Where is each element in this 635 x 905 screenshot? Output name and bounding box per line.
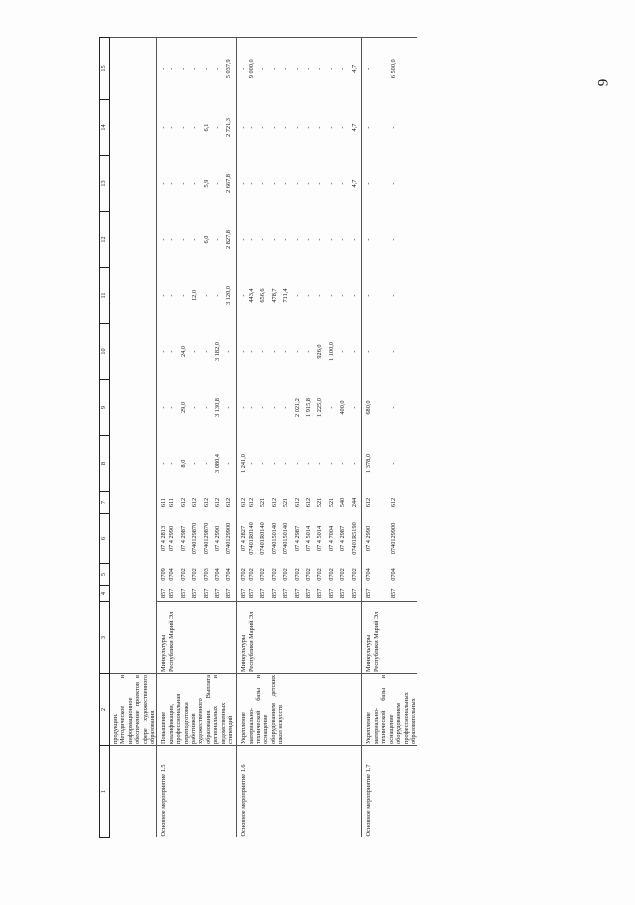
value-cell-col-4: 857 — [327, 588, 335, 598]
value-cell-col-9: - — [160, 406, 168, 409]
value-cell-col-15: - — [191, 38, 202, 100]
value-cell-col-13: - — [240, 182, 248, 185]
value-cell-col-4: 857 — [168, 588, 176, 598]
value-cell-col-11: - — [305, 294, 313, 297]
header-cell-3: 3 — [100, 602, 110, 674]
value-cell-col-6: 0740129870 — [202, 522, 210, 555]
value-cell-col-5: 0702 — [327, 568, 335, 581]
value-cell-col-13: - — [168, 182, 176, 185]
value-cell-col-13: - — [270, 182, 278, 185]
value-cell-col-8: 1 241,0 — [240, 454, 248, 473]
value-cell-col-10: 926,0 — [316, 344, 324, 359]
value-cell-col-4: 857 — [191, 588, 199, 598]
value-cell-col-15: - — [214, 38, 225, 100]
value-cell-col-6: 0740150140 — [270, 522, 278, 555]
header-cell-7: 7 — [100, 492, 110, 514]
value-cell-col-5: 0704 — [365, 568, 373, 581]
value-cell-col-13: - — [305, 182, 313, 185]
value-cell-col-4: 857 — [389, 588, 397, 598]
value-cell-col-15: - — [282, 38, 293, 100]
value-cell-col-14: 6,1 — [202, 123, 210, 132]
value-cell-col-13: - — [339, 182, 347, 185]
value-cell-col-10: - — [259, 350, 267, 353]
value-cell-col-12: - — [168, 238, 176, 241]
value-cell-col-7: 540 — [339, 497, 347, 508]
value-cell-col-5: 0702 — [259, 568, 267, 581]
value-cell-col-6: 07 4 2990 — [365, 525, 373, 552]
value-cell-col-9: 29,0 — [179, 401, 187, 414]
table-body — [110, 38, 418, 838]
value-cell-col-10: - — [202, 350, 210, 353]
value-cell-col-7: 612 — [389, 497, 397, 508]
value-cell-col-9: 1 225,0 — [316, 398, 324, 417]
value-cell-col-10: - — [191, 350, 199, 353]
header-cell-11: 11 — [100, 268, 110, 324]
value-cell-col-14: - — [179, 126, 187, 129]
value-cell-col-14: - — [160, 126, 168, 129]
header-cell-5: 5 — [100, 564, 110, 586]
value-cell-col-14: - — [191, 126, 199, 129]
value-cell-col-15: - — [271, 38, 282, 100]
value-cell-col-11: 711,4 — [282, 288, 290, 303]
value-cell-col-7: 612 — [248, 497, 256, 508]
value-cell-col-11: - — [339, 294, 347, 297]
value-cell-col-5: 0704 — [213, 568, 221, 581]
value-cell-col-6: 07 4 2813 — [160, 525, 168, 552]
continued-rest — [110, 38, 157, 674]
value-cell-col-10: - — [293, 350, 301, 353]
value-cell-col-10: - — [282, 350, 290, 353]
value-cell-col-9: - — [240, 406, 248, 409]
value-cell-col-5: 0702 — [293, 568, 301, 581]
measure-label: Основное мероприятие 1.7 — [362, 746, 417, 838]
value-cell-col-11: - — [168, 294, 176, 297]
value-cell-col-11: 656,6 — [259, 288, 267, 303]
value-cell-col-7: 521 — [316, 497, 324, 508]
value-cell-col-6: 07401R5190 — [350, 522, 358, 555]
value-cell-col-8: - — [191, 462, 199, 465]
value-cell-col-10: - — [270, 350, 278, 353]
value-cell-col-4: 857 — [240, 588, 248, 598]
value-cell-col-5: 0703 — [202, 568, 210, 581]
value-cell-col-12: - — [240, 238, 248, 241]
value-cell-col-6: 0740150140 — [282, 522, 290, 555]
value-cell-col-12: - — [259, 238, 267, 241]
value-cell-col-15: - — [305, 38, 316, 100]
value-cell-col-8: - — [316, 462, 324, 465]
measure-label: Основное мероприятие 1.5 — [157, 746, 237, 838]
responsible-org: Минкультуры Республики Марий Эл — [237, 602, 362, 674]
value-cell-col-13: - — [389, 182, 397, 185]
value-cell-col-14: - — [270, 126, 278, 129]
value-cell-col-13: - — [160, 182, 168, 185]
value-cell-col-15: 5 037,9 — [225, 38, 236, 100]
value-cell-col-9: 2 021,2 — [293, 398, 301, 417]
value-cell-col-10: 24,0 — [179, 345, 187, 358]
value-cell-col-12: 6,0 — [202, 235, 210, 244]
value-cell-col-15: - — [339, 38, 350, 100]
value-cell-col-10: - — [365, 350, 373, 353]
value-cell-col-12: - — [339, 238, 347, 241]
value-cell-col-11: - — [350, 294, 358, 297]
value-cell-col-4: 857 — [293, 588, 301, 598]
header-cell-8: 8 — [100, 436, 110, 492]
value-cell-col-14: - — [282, 126, 290, 129]
value-cell-col-14: - — [259, 126, 267, 129]
value-cell-col-5: 0704 — [168, 568, 176, 581]
value-cell-col-5: 0702 — [270, 568, 278, 581]
value-cell-col-9: 1 915,8 — [305, 398, 313, 417]
value-cell-col-5: 0702 — [316, 568, 324, 581]
value-cell-col-8: - — [248, 462, 256, 465]
value-cell-col-9: 3 130,8 — [213, 398, 221, 417]
value-cell-col-13: 5,9 — [202, 179, 210, 188]
value-cell-col-5: 0702 — [305, 568, 313, 581]
value-cell-col-11: 443,4 — [248, 288, 256, 303]
continued-text: продукции. Методическое и информационное обеспечение проектов в сфере художественного образования — [110, 674, 157, 746]
value-cell-col-13: - — [191, 182, 199, 185]
value-cell-col-11: - — [365, 294, 373, 297]
budget-table — [99, 37, 417, 838]
value-cell-col-7: 612 — [305, 497, 313, 508]
value-cell-col-10: 3 182,0 — [213, 342, 221, 361]
value-cell-col-13: - — [365, 182, 373, 185]
value-cell-col-11: - — [202, 294, 210, 297]
value-cell-col-4: 857 — [202, 588, 210, 598]
value-cell-col-8: - — [168, 462, 176, 465]
value-cell-col-5: 0702 — [240, 568, 248, 581]
value-cell-col-9: - — [389, 406, 397, 409]
value-cell-col-8: - — [293, 462, 301, 465]
value-cell-col-9: - — [259, 406, 267, 409]
value-cell-col-13: - — [213, 182, 221, 185]
value-cell-col-14: - — [305, 126, 313, 129]
value-cell-col-4: 857 — [316, 588, 324, 598]
value-cell-col-11: - — [316, 294, 324, 297]
value-cell-col-14: 4,7 — [350, 123, 358, 132]
value-cell-col-12: - — [327, 238, 335, 241]
value-cell-col-9: 680,0 — [365, 400, 373, 415]
value-cell-col-10: 1 100,0 — [327, 342, 335, 361]
value-cell-col-6: 07 4 5014 — [305, 525, 313, 552]
value-cell-col-7: 612 — [293, 497, 301, 508]
value-cell-col-10: - — [305, 350, 313, 353]
value-cell-col-6: 07 4 2990 — [213, 525, 221, 552]
value-cell-col-10: - — [389, 350, 397, 353]
value-cell-col-5: 0702 — [248, 568, 256, 581]
value-cell-col-6: 07 4 2990 — [168, 525, 176, 552]
value-cell-col-6: 07 4 2987 — [293, 525, 301, 552]
value-cell-col-15: - — [168, 38, 179, 100]
value-cell-col-14: - — [327, 126, 335, 129]
value-cell-col-11: 12,0 — [191, 289, 199, 302]
value-cell-col-7: 612 — [365, 497, 373, 508]
value-cell-col-9: - — [191, 406, 199, 409]
table-row — [362, 38, 390, 838]
value-cell-col-5: 0702 — [339, 568, 347, 581]
header-cell-4: 4 — [100, 586, 110, 602]
value-cell-col-15: - — [203, 38, 214, 100]
value-cell-col-8: 3 080,4 — [213, 454, 221, 473]
value-cell-col-6: 07401R0140 — [259, 522, 267, 555]
header-cell-10: 10 — [100, 324, 110, 380]
value-cell-col-7: 612 — [179, 497, 187, 508]
value-cell-col-9: - — [282, 406, 290, 409]
value-cell-col-7: 244 — [350, 497, 358, 508]
value-cell-col-11: - — [240, 294, 248, 297]
value-cell-col-14: - — [339, 126, 347, 129]
value-cell-col-11: 3 120,0 — [225, 286, 233, 305]
value-cell-col-8: - — [202, 462, 210, 465]
value-cell-col-8: 8,0 — [179, 459, 187, 468]
value-cell-col-7: 612 — [240, 497, 248, 508]
value-cell-col-15: - — [316, 38, 327, 100]
header-cell-6: 6 — [100, 514, 110, 564]
value-cell-col-13: 4,7 — [350, 179, 358, 188]
value-cell-col-4: 857 — [179, 588, 187, 598]
continued-row — [110, 38, 157, 838]
value-cell-col-4: 857 — [339, 588, 347, 598]
header-cell-14: 14 — [100, 100, 110, 156]
value-cell-col-13: - — [327, 182, 335, 185]
value-cell-col-11: - — [389, 294, 397, 297]
value-cell-col-12: - — [282, 238, 290, 241]
measure-label: Основное мероприятие 1.6 — [237, 746, 362, 838]
value-cell-col-14: - — [168, 126, 176, 129]
value-cell-col-8: - — [305, 462, 313, 465]
value-cell-col-14: - — [365, 126, 373, 129]
value-cell-col-4: 857 — [350, 588, 358, 598]
value-cell-col-8: - — [282, 462, 290, 465]
value-cell-col-9: - — [270, 406, 278, 409]
value-cell-col-5: 0702 — [191, 568, 199, 581]
value-cell-col-4: 857 — [213, 588, 221, 598]
value-cell-col-7: 521 — [259, 497, 267, 508]
value-cell-col-15: 9 000,0 — [248, 38, 259, 100]
value-cell-col-13: 2 667,8 — [225, 174, 233, 193]
value-cell-col-6: 0740129900 — [225, 522, 233, 555]
value-cell-col-10: - — [225, 350, 233, 353]
value-cell-col-4: 857 — [225, 588, 233, 598]
value-cell-col-7: 521 — [282, 497, 290, 508]
value-cell-col-10: - — [160, 350, 168, 353]
table-row — [157, 38, 168, 838]
value-cell-col-12: - — [248, 238, 256, 241]
value-cell-col-10: - — [350, 350, 358, 353]
value-cell-col-14: 2 721,3 — [225, 118, 233, 137]
value-cell-col-6: 0740129870 — [191, 522, 199, 555]
value-cell-col-9: - — [248, 406, 256, 409]
value-cell-col-8: - — [339, 462, 347, 465]
value-cell-col-15: 6 500,0 — [390, 38, 418, 100]
value-cell-col-8: - — [270, 462, 278, 465]
value-cell-col-7: 612 — [225, 497, 233, 508]
value-cell-col-9: - — [225, 406, 233, 409]
value-cell-col-14: - — [389, 126, 397, 129]
value-cell-col-6: 07 4 2987 — [339, 525, 347, 552]
value-cell-col-10: - — [339, 350, 347, 353]
value-cell-col-8: - — [160, 462, 168, 465]
rotated-table-container — [99, 38, 612, 838]
value-cell-col-6: 07 4 5014 — [316, 525, 324, 552]
value-cell-col-4: 857 — [305, 588, 313, 598]
value-cell-col-12: - — [213, 238, 221, 241]
value-cell-col-9: - — [350, 406, 358, 409]
value-cell-col-14: - — [240, 126, 248, 129]
value-cell-col-5: 0702 — [282, 568, 290, 581]
value-cell-col-6: 07401R0140 — [248, 522, 256, 555]
value-cell-col-9: - — [168, 406, 176, 409]
value-cell-col-14: - — [316, 126, 324, 129]
value-cell-col-4: 857 — [365, 588, 373, 598]
value-cell-col-5: 0704 — [389, 568, 397, 581]
value-cell-col-13: - — [179, 182, 187, 185]
value-cell-col-7: 611 — [168, 497, 176, 508]
measure-description: Укрепление материально-технической базы и оснащение оборудованием профессиональных образовательных — [362, 674, 417, 746]
value-cell-col-5: 0709 — [160, 568, 168, 581]
value-cell-col-4: 857 — [282, 588, 290, 598]
header-cell-2: 2 — [100, 674, 110, 746]
value-cell-col-15: - — [294, 38, 305, 100]
value-cell-col-13: - — [259, 182, 267, 185]
value-cell-col-5: 0702 — [179, 568, 187, 581]
value-cell-col-7: 612 — [270, 497, 278, 508]
value-cell-col-11: - — [327, 294, 335, 297]
value-cell-col-11: - — [179, 294, 187, 297]
value-cell-col-12: - — [191, 238, 199, 241]
value-cell-col-10: - — [240, 350, 248, 353]
value-cell-col-8: - — [259, 462, 267, 465]
value-cell-col-12: - — [389, 238, 397, 241]
value-cell-col-12: - — [179, 238, 187, 241]
value-cell-col-13: - — [248, 182, 256, 185]
page-number: 9 — [595, 78, 612, 87]
value-cell-col-14: - — [213, 126, 221, 129]
value-cell-col-13: - — [293, 182, 301, 185]
value-cell-col-11: - — [213, 294, 221, 297]
header-cell-13: 13 — [100, 156, 110, 212]
value-cell-col-9: - — [327, 406, 335, 409]
value-cell-col-12: - — [316, 238, 324, 241]
value-cell-col-11: - — [293, 294, 301, 297]
value-cell-col-4: 857 — [270, 588, 278, 598]
header-row — [100, 38, 110, 838]
value-cell-col-10: - — [168, 350, 176, 353]
value-cell-col-12: - — [293, 238, 301, 241]
value-cell-col-15: - — [237, 38, 248, 100]
value-cell-col-7: 612 — [213, 497, 221, 508]
value-cell-col-9: - — [202, 406, 210, 409]
value-cell-col-12: - — [365, 238, 373, 241]
value-cell-col-4: 857 — [160, 588, 168, 598]
header-cell-15: 15 — [100, 38, 110, 100]
value-cell-col-11: - — [160, 294, 168, 297]
value-cell-col-13: - — [316, 182, 324, 185]
continued-empty-cell — [110, 746, 157, 838]
value-cell-col-14: - — [293, 126, 301, 129]
measure-description: Укрепление материально-технической базы и оснащение оборудованием детских школ искусств — [237, 674, 362, 746]
value-cell-col-6: 07 4 2987 — [179, 525, 187, 552]
value-cell-col-15: - — [180, 38, 191, 100]
value-cell-col-12: 2 827,8 — [225, 230, 233, 249]
value-cell-col-7: 611 — [160, 497, 168, 508]
measure-description: Повышение квалификации, профессиональная переподготовка работников художественного образования. Выплата региональных и ведомственных стипендий — [157, 674, 237, 746]
table-row — [237, 38, 248, 838]
value-cell-col-12: - — [305, 238, 313, 241]
value-cell-col-8: - — [350, 462, 358, 465]
value-cell-col-8: 1 378,0 — [365, 454, 373, 473]
value-cell-col-6: 07 4 2827 — [240, 525, 248, 552]
value-cell-col-10: - — [248, 350, 256, 353]
table-header — [100, 38, 110, 838]
value-cell-col-7: 521 — [327, 497, 335, 508]
value-cell-col-14: - — [248, 126, 256, 129]
value-cell-col-12: - — [270, 238, 278, 241]
header-cell-9: 9 — [100, 380, 110, 436]
value-cell-col-15: 4,7 — [351, 38, 362, 100]
value-cell-col-13: - — [282, 182, 290, 185]
value-cell-col-11: 478,7 — [270, 288, 278, 303]
value-cell-col-9: 400,0 — [339, 400, 347, 415]
value-cell-col-15: - — [157, 38, 168, 100]
value-cell-col-8: - — [225, 462, 233, 465]
value-cell-col-12: - — [160, 238, 168, 241]
responsible-org: Минкультуры Республики Марий Эл — [157, 602, 237, 674]
value-cell-col-7: 612 — [202, 497, 210, 508]
value-cell-col-7: 612 — [191, 497, 199, 508]
value-cell-col-6: 07 4 7004 — [327, 525, 335, 552]
value-cell-col-8: - — [389, 462, 397, 465]
value-cell-col-4: 857 — [248, 588, 256, 598]
header-cell-1: 1 — [100, 746, 110, 838]
value-cell-col-5: 0704 — [225, 568, 233, 581]
value-cell-col-12: - — [350, 238, 358, 241]
value-cell-col-6: 0740129900 — [389, 522, 397, 555]
value-cell-col-5: 0702 — [350, 568, 358, 581]
value-cell-col-4: 857 — [259, 588, 267, 598]
value-cell-col-8: - — [327, 462, 335, 465]
header-cell-12: 12 — [100, 212, 110, 268]
value-cell-col-15: - — [259, 38, 270, 100]
value-cell-col-15: - — [362, 38, 390, 100]
responsible-org: Минкультуры Республики Марий Эл — [362, 602, 417, 674]
value-cell-col-15: - — [328, 38, 339, 100]
